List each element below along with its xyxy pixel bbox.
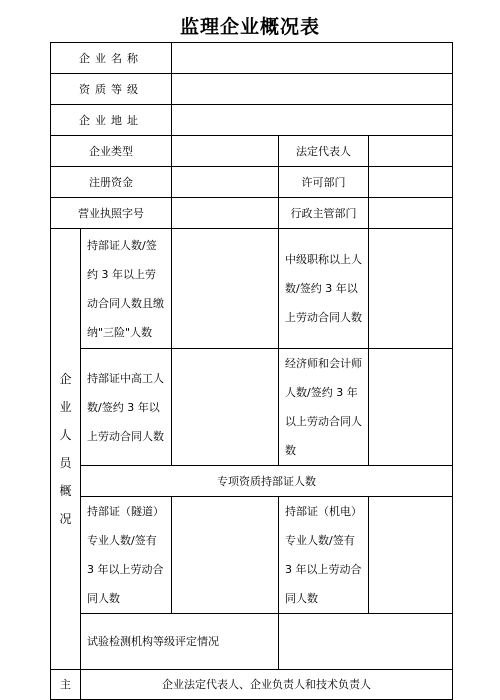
row-enterprise-name <box>51 43 453 74</box>
vertical-char: 人 <box>59 428 72 442</box>
label-license-dept: 许可部门 <box>279 167 369 198</box>
row-business-license <box>51 198 453 229</box>
value-mechanical[interactable] <box>369 497 453 614</box>
vertical-char: 企 <box>59 372 72 386</box>
label-qualification: 资质等级 <box>51 74 172 105</box>
vertical-char: 员 <box>59 456 72 470</box>
value-mid-title[interactable] <box>369 229 453 349</box>
label-address: 企业地址 <box>51 105 172 136</box>
enterprise-overview-table <box>50 42 453 700</box>
value-legal-rep[interactable] <box>369 136 453 167</box>
row-personnel-2 <box>51 349 453 466</box>
value-enterprise-name[interactable] <box>172 43 453 74</box>
page-title: 监理企业概况表 <box>179 16 320 38</box>
row-special-qual-header <box>51 466 453 497</box>
value-address[interactable] <box>172 105 453 136</box>
value-certified-3yr[interactable] <box>172 229 279 349</box>
row-testing <box>51 614 453 670</box>
value-economist-accountant[interactable] <box>369 349 453 466</box>
label-personnel-overview <box>51 229 81 670</box>
label-business-license: 营业执照字号 <box>51 198 172 229</box>
row-personnel-3 <box>51 497 453 614</box>
label-main: 主 <box>51 670 81 700</box>
row-type <box>51 136 453 167</box>
value-testing[interactable] <box>279 614 453 670</box>
label-senior-engineer: 持部证中高工人数/签约 3 年以上劳动合同人数 <box>81 349 172 466</box>
label-enterprise-name: 企业名称 <box>51 43 172 74</box>
row-personnel-1 <box>51 229 453 349</box>
label-special-qualification: 专项资质持部证人数 <box>81 466 453 497</box>
value-tunnel[interactable] <box>172 497 279 614</box>
label-testing: 试验检测机构等级评定情况 <box>81 614 279 670</box>
label-economist-accountant: 经济师和会计师人数/签约 3 年以上劳动合同人数 <box>279 349 369 466</box>
label-certified-3yr: 持部证人数/签约 3 年以上劳动合同人数且缴纳"三险"人数 <box>81 229 172 349</box>
label-legal-rep: 法定代表人 <box>279 136 369 167</box>
vertical-char: 概 <box>59 484 72 498</box>
label-mid-title: 中级职称以上人数/签约 3 年以上劳动合同人数 <box>279 229 369 349</box>
row-capital <box>51 167 453 198</box>
label-admin-dept: 行政主管部门 <box>279 198 369 229</box>
label-capital: 注册资金 <box>51 167 172 198</box>
vertical-char: 况 <box>59 512 72 526</box>
label-main-desc: 企业法定代表人、企业负责人和技术负责人 <box>81 670 453 700</box>
label-mechanical: 持部证（机电）专业人数/签有 3 年以上劳动合同人数 <box>279 497 369 614</box>
row-main <box>51 670 453 700</box>
row-qualification <box>51 74 453 105</box>
label-tunnel: 持部证（隧道）专业人数/签有 3 年以上劳动合同人数 <box>81 497 172 614</box>
label-enterprise-type: 企业类型 <box>51 136 172 167</box>
value-enterprise-type[interactable] <box>172 136 279 167</box>
row-address <box>51 105 453 136</box>
value-qualification[interactable] <box>172 74 453 105</box>
value-admin-dept[interactable] <box>369 198 453 229</box>
value-senior-engineer[interactable] <box>172 349 279 466</box>
vertical-char: 业 <box>59 400 72 414</box>
value-capital[interactable] <box>172 167 279 198</box>
value-business-license[interactable] <box>172 198 279 229</box>
value-license-dept[interactable] <box>369 167 453 198</box>
